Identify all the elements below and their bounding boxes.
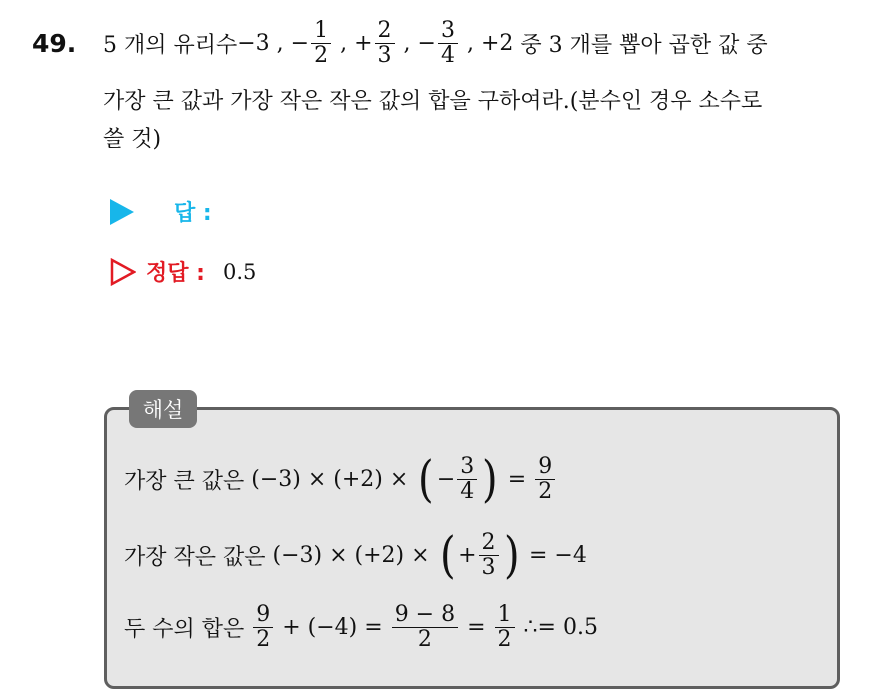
- comma: ,: [396, 30, 418, 56]
- solution-result: = −4: [522, 542, 587, 568]
- fraction-3-4: [457, 455, 477, 502]
- problem-number: 49.: [32, 29, 77, 58]
- sign-negative: −: [290, 30, 310, 56]
- outline-triangle-icon: [110, 258, 136, 286]
- fraction-2-3: [375, 19, 395, 66]
- solution-prefix: 가장 작은 값은: [124, 544, 273, 570]
- fraction-9-2: [535, 455, 555, 502]
- equals: =: [500, 466, 534, 492]
- solution-expression: (−3) × (+2) ×: [251, 466, 416, 492]
- correct-answer-row: [110, 256, 256, 287]
- comma: ,: [459, 30, 481, 56]
- fraction-numerator: 1: [495, 603, 515, 627]
- fraction-denominator: 3: [481, 554, 496, 580]
- number-plus2: +2: [480, 30, 514, 56]
- fraction-3-4: [438, 19, 458, 66]
- fraction-9-2: [253, 603, 273, 650]
- left-paren: (: [418, 450, 434, 508]
- fraction-denominator: 3: [377, 42, 392, 68]
- comma: ,: [333, 30, 355, 56]
- question-line-1: [103, 10, 768, 76]
- fraction-9-minus-8-over-2: [392, 603, 458, 650]
- fraction-numerator: 9 − 8: [392, 603, 458, 627]
- solution-tab: 해설: [129, 390, 197, 428]
- fraction-denominator: 2: [417, 626, 432, 652]
- fraction-numerator: 9: [253, 603, 273, 627]
- right-paren: ): [503, 526, 520, 584]
- question-line-3: 쓸 것): [103, 127, 162, 152]
- fraction-1-2: [495, 603, 515, 650]
- fraction-numerator: 3: [457, 455, 477, 479]
- question-tail: 중 3 개를 뽑아 곱한 값 중: [513, 32, 768, 58]
- fraction-denominator: 2: [497, 626, 512, 652]
- fraction-numerator: 2: [375, 19, 395, 43]
- sign-negative: −: [436, 466, 456, 492]
- fraction-1-2: [311, 19, 331, 66]
- right-paren: ): [482, 450, 498, 508]
- question-line-2: 가장 큰 값과 가장 작은 작은 값의 합을 구하여라.(분수인 경우 소수로: [103, 89, 763, 114]
- correct-answer-value: 0.5: [222, 259, 257, 284]
- solution-prefix: 두 수의 합은: [124, 616, 252, 642]
- equals: =: [460, 614, 493, 640]
- answer-row: [110, 196, 212, 227]
- answer-label: 답 :: [174, 201, 212, 226]
- fraction-denominator: 4: [460, 478, 475, 504]
- fraction-2-3: [479, 531, 499, 578]
- fraction-numerator: 2: [479, 531, 499, 555]
- fraction-denominator: 2: [314, 42, 329, 68]
- fraction-numerator: 1: [311, 19, 331, 43]
- solution-expression: + (−4) =: [275, 614, 390, 640]
- correct-answer-label: 정답 :: [146, 261, 205, 286]
- solution-line-2: [124, 517, 587, 593]
- question-intro: 5 개의 유리수: [103, 32, 238, 58]
- therefore-result: ∴= 0.5: [516, 614, 598, 640]
- fraction-numerator: 3: [438, 19, 458, 43]
- left-paren: (: [439, 526, 456, 584]
- solution-line-3: [124, 592, 598, 662]
- fraction-denominator: 2: [256, 626, 271, 652]
- sign-positive: +: [458, 542, 477, 568]
- fraction-numerator: 9: [535, 455, 555, 479]
- play-triangle-icon: [110, 199, 134, 225]
- solution-prefix: 가장 큰 값은: [124, 468, 252, 494]
- comma: ,: [269, 30, 291, 56]
- fraction-denominator: 2: [538, 478, 553, 504]
- sign-negative: −: [417, 30, 436, 56]
- fraction-denominator: 4: [440, 42, 455, 68]
- number-neg3: −3: [237, 30, 270, 56]
- solution-expression: (−3) × (+2) ×: [272, 542, 437, 568]
- sign-positive: +: [354, 30, 373, 56]
- solution-line-1: [124, 441, 557, 517]
